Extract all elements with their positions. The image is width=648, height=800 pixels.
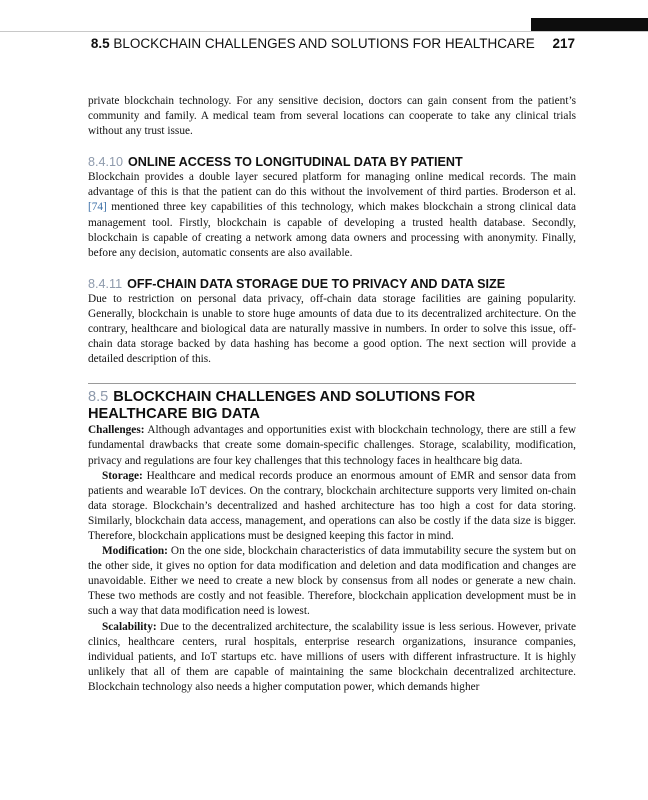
paragraph-modification: Modification: On the one side, blockchain characteristics of data immutability secure the system but on the other side, it gives no option for data modification and deletion and data modification and changes are unavoidable. Either we need to create a new block by consensus from all nodes or generate a new chain. These two methods are costly and not feasible. Therefore, blockchain application development must be in such a way that data modification need is lowest.: [88, 545, 576, 618]
heading-8-4-11-title: OFF-CHAIN DATA STORAGE DUE TO PRIVACY AND DATA SIZE: [127, 276, 506, 291]
heading-8-5-number: 8.5: [88, 389, 109, 406]
page-number: 217: [552, 36, 575, 51]
heading-8-4-10-number: 8.4.10: [88, 155, 124, 170]
lead-scalability: Scalability:: [102, 620, 157, 633]
page-body: [88, 94, 576, 695]
header-black-tab: [531, 18, 648, 31]
running-head-title: BLOCKCHAIN CHALLENGES AND SOLUTIONS FOR HEALTHCARE: [113, 36, 535, 51]
lead-challenges: Challenges:: [88, 424, 145, 437]
intro-paragraph: private blockchain technology. For any sensitive decision, doctors can gain consent from the patient’s community and family. A medical team from several locations can cooperate to take any clinical trials without any trust issue.: [88, 95, 576, 138]
paragraph-challenges: Challenges: Although advantages and opportunities exist with blockchain technology, there are still a few fundamental drawbacks that create some domain-specific challenges. Storage, scalability, modification, privacy and regulations are four key challenges that this technology faces in healthcare big data.: [88, 424, 576, 467]
running-head: [0, 36, 575, 51]
heading-8-4-10: [88, 155, 576, 170]
heading-8-4-11-number: 8.4.11: [88, 276, 123, 291]
heading-8-4-10-title: ONLINE ACCESS TO LONGITUDINAL DATA BY PATIENT: [128, 155, 463, 170]
lead-storage: Storage:: [102, 469, 143, 482]
header-rule: [0, 31, 648, 32]
paragraph-8-4-10: Blockchain provides a double layer secured platform for managing online medical records. The main advantage of this is that the patient can do this without the involvement of third parties. Broderson et al. [74] mentioned three key capabilities of this technology, which makes blockchain a strong clinical data management tool. Firstly, blockchain is capable of developing a trusted health database. Secondly, blockchain is capable of creating a network among data owners and processing with anonymity. Finally, before any decision, automatic consents are also available.: [88, 171, 576, 259]
lead-modification: Modification:: [102, 545, 168, 558]
citation-link[interactable]: [74]: [88, 201, 107, 214]
paragraph-8-4-11: Due to restriction on personal data privacy, off-chain data storage facilities are gaining popularity. Generally, blockchain is unable to store huge amounts of data due to its decentralized architecture. On the contrary, healthcare and biological data are naturally massive in numbers. In order to solve this issue, off-chain data storage backed by data hashing has become a good option. The next section will provide a detailed description of this.: [88, 292, 576, 366]
heading-8-5: [88, 389, 576, 423]
running-head-section-number: 8.5: [90, 36, 110, 51]
heading-8-4-11: [88, 277, 576, 292]
paragraph-storage: Storage: Healthcare and medical records produce an enormous amount of EMR and sensor data from patients and wearable IoT devices. On the contrary, blockchain architecture supports very limited on-chain data storage. Blockchain’s decentralized and hashed architecture has too high a cost for data storing. Similarly, blockchain data access, management, and operations can also be costly if the data size is bigger. Therefore, blockchain applications must be designed keeping this factor in mind.: [88, 469, 576, 542]
paragraph-scalability: Scalability: Due to the decentralized architecture, the scalability issue is less serious. However, private clinics, healthcare centers, rural hospitals, enterprise research organizations, insurance companies, individual patients, and IoT startups etc. have millions of users with different infrastructure. It is highly unlikely that all of them are capable of maintaining the same blockchain decentralized architecture. Blockchain technology also needs a higher computation power, which demands higher: [88, 620, 576, 693]
heading-8-5-title: BLOCKCHAIN CHALLENGES AND SOLUTIONS FOR HEALTHCARE BIG DATA: [88, 389, 476, 423]
